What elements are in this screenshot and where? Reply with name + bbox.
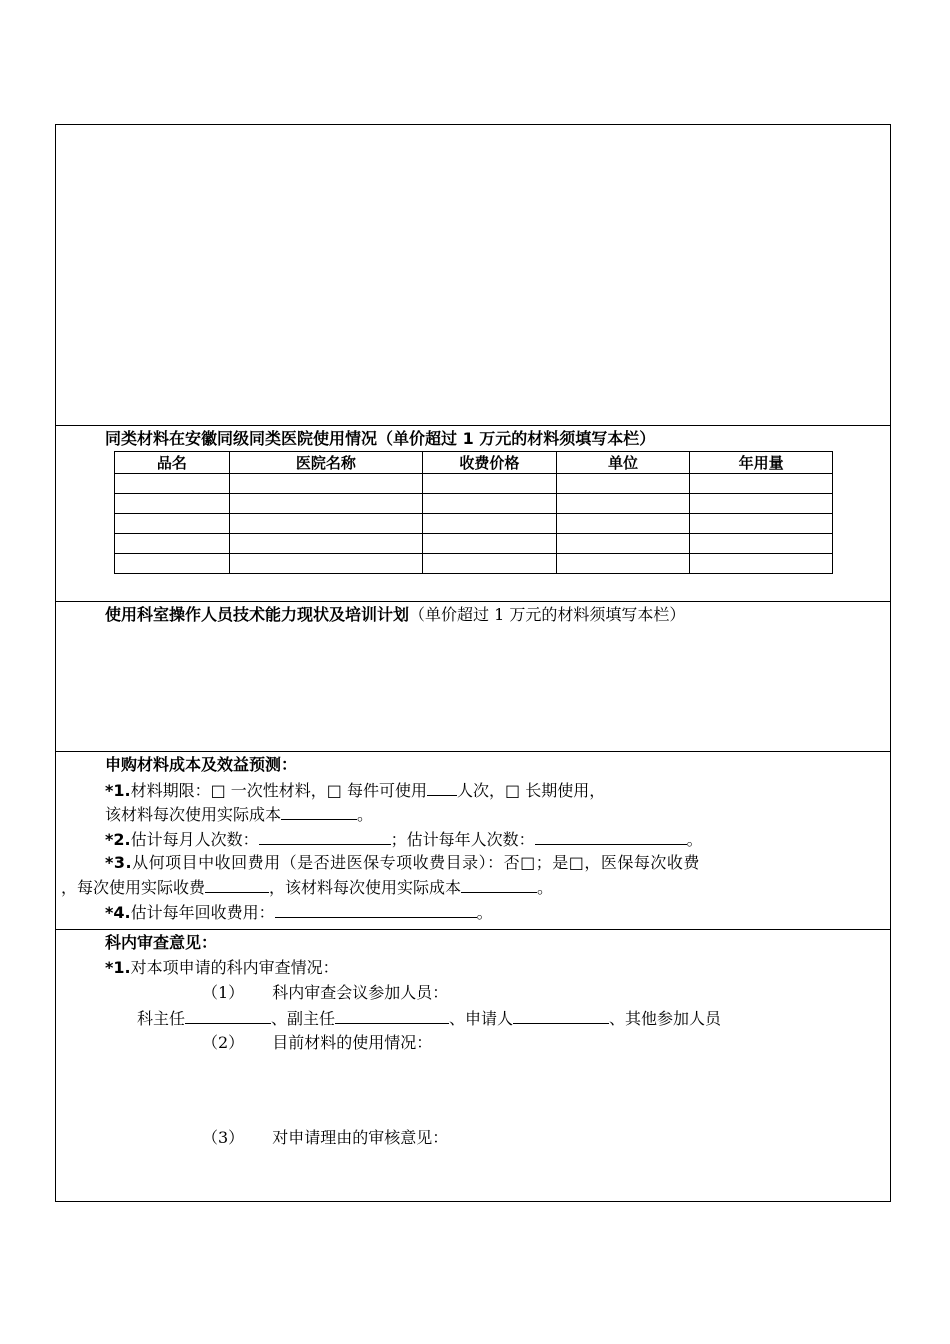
actual-cost-field[interactable] [461,877,537,893]
applicant-label: 、申请人 [449,1009,514,1028]
director-field[interactable] [185,1008,271,1024]
col-annual-usage: 年用量 [690,452,833,474]
actual-charge-label: ，每次使用实际收费 [61,878,206,897]
table-cell[interactable] [115,554,230,574]
table-cell[interactable] [115,494,230,514]
table-cell[interactable] [556,494,690,514]
item-marker: *1. [105,781,131,800]
blank-section [56,125,890,425]
period: 。 [476,903,493,922]
table-cell[interactable] [690,534,833,554]
period: 。 [357,805,374,824]
table-row [115,534,833,554]
attendees-row [137,1008,721,1029]
applicant-field[interactable] [513,1008,609,1024]
cost-section-title: 申购材料成本及效益预测： [105,755,298,774]
table-row [115,554,833,574]
item-marker: *1. [105,958,131,977]
table-cell[interactable] [423,534,557,554]
table-cell[interactable] [423,514,557,534]
recovery-source-text: 从何项目中收回费用（是否进医保专项收费目录）：否□；是□，医保每次收费 [132,853,700,872]
training-section-title: 使用科室操作人员技术能力现状及培训计划 [105,605,410,624]
yearly-patients-field[interactable] [535,829,687,845]
material-period-label-end: 人次，□ 长期使用， [457,781,606,800]
yearly-patients-label: ；估计每年人次数： [390,830,535,849]
usage-table [114,451,833,574]
table-cell[interactable] [423,474,557,494]
uses-per-item-field[interactable] [427,780,457,796]
cost-per-use-field[interactable] [281,804,357,820]
table-cell[interactable] [690,514,833,534]
usage-table-header [115,452,833,474]
table-cell[interactable] [556,474,690,494]
training-section-heading [105,605,685,625]
review-item-1 [105,958,339,978]
col-hospital-name: 医院名称 [229,452,422,474]
table-row [115,514,833,534]
actual-charge-field[interactable] [205,877,269,893]
training-section-note: （单价超过 1 万元的材料须填写本栏） [409,605,686,624]
annual-recovery-field[interactable] [275,902,477,918]
material-period-label: 材料期限：□ 一次性材料，□ 每件可使用 [130,781,427,800]
review-status-label: 对本项申请的科内审查情况： [130,958,339,977]
deputy-director-field[interactable] [335,1008,449,1024]
table-cell[interactable] [556,554,690,574]
table-cell[interactable] [690,474,833,494]
cost-item-3-line2 [61,877,553,898]
table-cell[interactable] [423,494,557,514]
table-cell[interactable] [229,474,422,494]
review-sub-2 [202,1033,432,1053]
cost-item-4 [105,902,493,923]
item-marker: *2. [105,830,131,849]
col-price: 收费价格 [423,452,557,474]
usage-section-title: 同类材料在安徽同级同类医院使用情况（单价超过 1 万元的材料须填写本栏） [105,429,656,448]
cost-per-use-label: 该材料每次使用实际成本 [105,805,282,824]
annual-recovery-label: 估计每年回收费用： [130,903,275,922]
cost-section [56,751,890,929]
training-section [56,601,890,751]
application-form [55,124,891,1202]
review-opinion-label: 对申请理由的审核意见： [272,1128,449,1147]
sub-number: （1） [202,983,245,1002]
cost-item-3 [105,853,883,873]
cost-item-1-line2 [105,804,373,825]
review-section-title: 科内审查意见： [105,933,218,952]
table-cell[interactable] [115,534,230,554]
col-unit: 单位 [556,452,690,474]
table-cell[interactable] [229,534,422,554]
table-cell[interactable] [556,534,690,554]
other-attendees-label: 、其他参加人员 [609,1009,722,1028]
period: 。 [537,878,554,897]
table-cell[interactable] [229,494,422,514]
table-cell[interactable] [690,494,833,514]
sub-number: （2） [202,1033,245,1052]
deputy-director-label: 、副主任 [271,1009,336,1028]
table-row [115,494,833,514]
meeting-attendees-label: 科内审查会议参加人员： [272,983,449,1002]
cost-item-1 [105,780,605,801]
usage-section [56,425,890,601]
table-cell[interactable] [229,554,422,574]
cost-item-2 [105,829,703,850]
table-cell[interactable] [556,514,690,534]
item-marker: *4. [105,903,131,922]
table-cell[interactable] [115,474,230,494]
table-cell[interactable] [690,554,833,574]
current-usage-label: 目前材料的使用情况： [272,1033,433,1052]
table-row [115,474,833,494]
period: 。 [686,830,703,849]
actual-cost-label: ，该材料每次使用实际成本 [269,878,462,897]
col-product-name: 品名 [115,452,230,474]
table-cell[interactable] [229,514,422,534]
item-marker: *3. [105,853,133,872]
sub-number: （3） [202,1128,245,1147]
monthly-patients-label: 估计每月人次数： [130,830,259,849]
review-sub-3 [202,1128,448,1148]
table-cell[interactable] [423,554,557,574]
review-sub-1 [202,983,448,1003]
review-section [56,929,890,1201]
director-label: 科主任 [137,1009,186,1028]
monthly-patients-field[interactable] [259,829,391,845]
table-cell[interactable] [115,514,230,534]
